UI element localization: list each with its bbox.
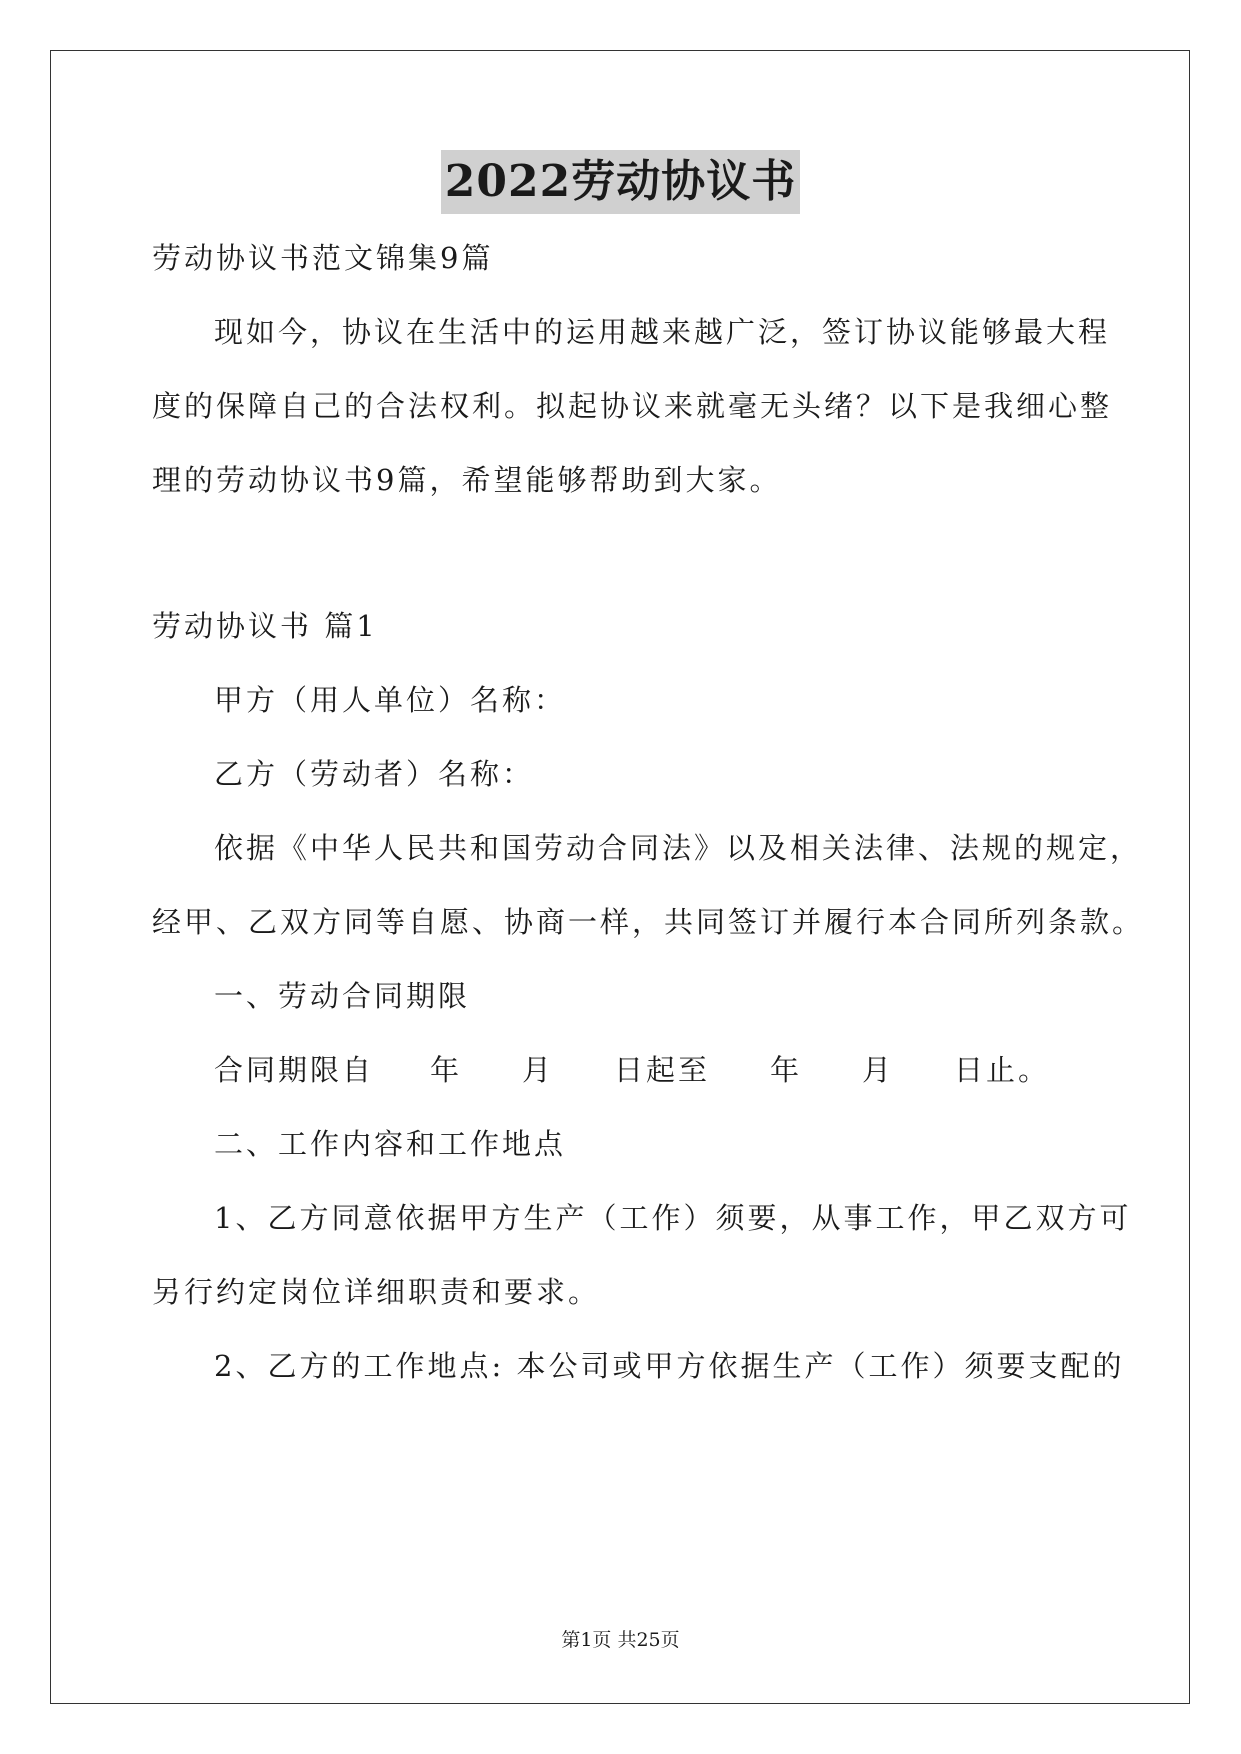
clause1-heading: 一、劳动合同期限 [214, 979, 471, 1013]
page-number: 第1页 共25页 [561, 1629, 680, 1651]
page-border [50, 50, 1190, 1704]
item1-line-1: 1、乙方同意依据甲方生产（工作）须要，从事工作，甲乙双方可 [214, 1201, 1132, 1235]
title-container [0, 150, 1241, 214]
term-start-label: 合同期限自 [214, 1053, 375, 1087]
item2-line-1: 2、乙方的工作地点: 本公司或甲方依据生产（工作）须要支配的 [214, 1349, 1125, 1383]
document-subtitle: 劳动协议书范文锦集9篇 [152, 241, 494, 275]
item1-line-2: 另行约定岗位详细职责和要求。 [152, 1275, 601, 1309]
basis-line-1: 依据《中华人民共和国劳动合同法》以及相关法律、法规的规定， [214, 831, 1143, 865]
term-end-month: 月 [862, 1053, 895, 1087]
intro-line-1: 现如今，协议在生活中的运用越来越广泛，签订协议能够最大程 [214, 315, 1111, 349]
intro-line-2: 度的保障自己的合法权利。拟起协议来就毫无头绪？以下是我细心整 [152, 389, 1113, 423]
intro-line-3: 理的劳动协议书9篇，希望能够帮助到大家。 [152, 463, 782, 497]
term-end-year: 年 [770, 1053, 803, 1087]
term-start-year: 年 [430, 1053, 463, 1087]
party-a-label: 甲方（用人单位）名称： [214, 683, 567, 717]
term-end-day: 日止。 [954, 1053, 1051, 1087]
contract-term-row [214, 1050, 1114, 1090]
document-title: 2022劳动协议书 [441, 150, 800, 214]
section-heading: 劳动协议书 篇1 [152, 609, 378, 643]
basis-line-2: 经甲、乙双方同等自愿、协商一样，共同签订并履行本合同所列条款。 [152, 905, 1145, 939]
clause2-heading: 二、工作内容和工作地点 [214, 1127, 567, 1161]
term-start-month: 月 [522, 1053, 555, 1087]
term-start-day: 日起至 [614, 1053, 711, 1087]
party-b-label: 乙方（劳动者）名称： [214, 757, 535, 791]
